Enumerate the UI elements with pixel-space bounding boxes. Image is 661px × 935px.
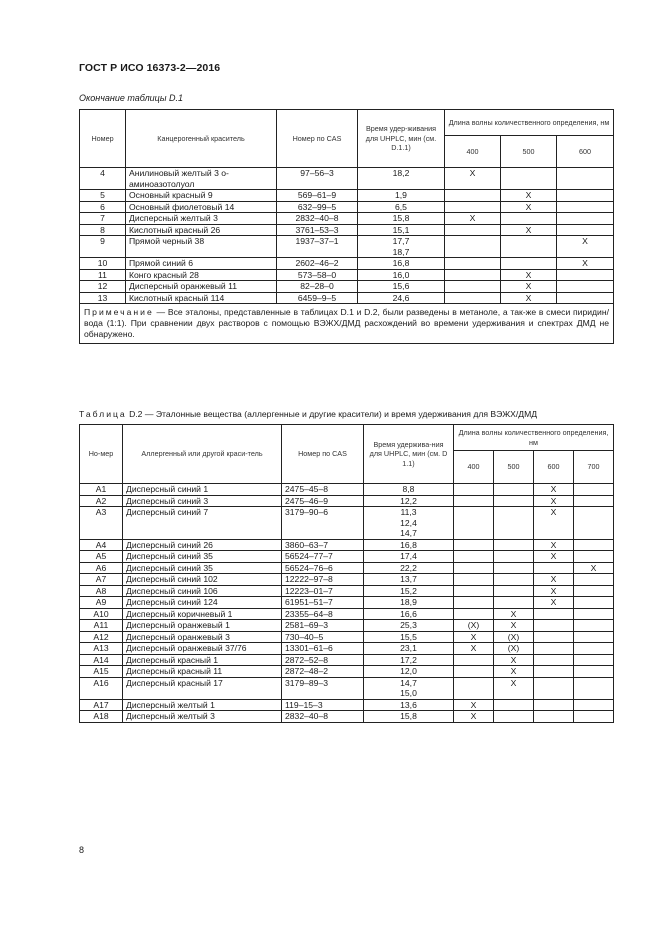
- cell-dye-name: Анилиновый желтый 3 о-аминоазотолуол: [126, 168, 277, 190]
- cell-400: [445, 292, 501, 304]
- cell-number: 4: [80, 168, 126, 190]
- cell-cas: 2872–52–8: [282, 654, 364, 666]
- cell-600: X: [534, 585, 574, 597]
- cell-600: X: [534, 495, 574, 507]
- cell-700: [574, 507, 614, 540]
- cell-500: X: [494, 677, 534, 699]
- cell-600: [534, 643, 574, 655]
- cell-dye-name: Дисперсный оранжевый 37/76: [123, 643, 282, 655]
- cell-500: X: [501, 201, 557, 213]
- table1-caption: Окончание таблицы D.1: [79, 93, 183, 103]
- table-row: [80, 562, 614, 574]
- cell-dye-name: Дисперсный красный 1: [123, 654, 282, 666]
- cell-500: X: [494, 608, 534, 620]
- cell-500: [494, 574, 534, 586]
- cell-400: [445, 258, 501, 270]
- cell-700: X: [574, 562, 614, 574]
- cell-500: X: [501, 292, 557, 304]
- table-row: [80, 224, 614, 236]
- cell-number: A4: [80, 539, 123, 551]
- col-header-wavelength: Длина волны количественного определения, нм: [454, 425, 614, 451]
- cell-600: X: [534, 574, 574, 586]
- cell-dye-name: Дисперсный синий 26: [123, 539, 282, 551]
- table-row: [80, 620, 614, 632]
- cell-retention-time: 11,3 12,4 14,7: [364, 507, 454, 540]
- cell-dye-name: Прямой синий 6: [126, 258, 277, 270]
- cell-500: X: [494, 666, 534, 678]
- cell-retention-time: 15,8: [364, 711, 454, 723]
- cell-cas: 2602–46–2: [277, 258, 358, 270]
- cell-dye-name: Кислотный красный 114: [126, 292, 277, 304]
- cell-400: [454, 551, 494, 563]
- cell-dye-name: Дисперсный синий 7: [123, 507, 282, 540]
- cell-400: X: [454, 711, 494, 723]
- cell-retention-time: 12,2: [364, 495, 454, 507]
- cell-retention-time: 18,9: [364, 597, 454, 609]
- cell-600: [557, 281, 614, 293]
- cell-600: X: [534, 539, 574, 551]
- cell-number: A6: [80, 562, 123, 574]
- cell-400: [454, 597, 494, 609]
- table-row: [80, 213, 614, 225]
- cell-retention-time: 15,1: [358, 224, 445, 236]
- cell-cas: 3179–90–6: [282, 507, 364, 540]
- cell-cas: 3761–53–3: [277, 224, 358, 236]
- cell-600: [534, 677, 574, 699]
- cell-500: [494, 699, 534, 711]
- cell-600: [534, 711, 574, 723]
- col-header-400: 400: [445, 136, 501, 168]
- cell-number: 13: [80, 292, 126, 304]
- col-header-600: 600: [534, 451, 574, 484]
- cell-500: X: [494, 654, 534, 666]
- cell-number: 6: [80, 201, 126, 213]
- cell-600: [534, 666, 574, 678]
- cell-number: A18: [80, 711, 123, 723]
- cell-700: [574, 620, 614, 632]
- cell-dye-name: Дисперсный синий 106: [123, 585, 282, 597]
- cell-cas: 23355–64–8: [282, 608, 364, 620]
- cell-500: [501, 168, 557, 190]
- cell-700: [574, 574, 614, 586]
- table-row: [80, 507, 614, 540]
- cell-cas: 97–56–3: [277, 168, 358, 190]
- document-header: ГОСТ Р ИСО 16373-2—2016: [79, 62, 221, 74]
- table-row: [80, 699, 614, 711]
- cell-400: [454, 585, 494, 597]
- table-row: [80, 608, 614, 620]
- cell-600: [557, 269, 614, 281]
- cell-cas: 56524–77–7: [282, 551, 364, 563]
- cell-retention-time: 8,8: [364, 484, 454, 496]
- table-row: [80, 711, 614, 723]
- cell-retention-time: 24,6: [358, 292, 445, 304]
- cell-600: [534, 631, 574, 643]
- cell-number: A11: [80, 620, 123, 632]
- cell-600: [534, 608, 574, 620]
- col-header-wavelength: Длина волны количественного определения, нм: [445, 110, 614, 136]
- cell-number: A3: [80, 507, 123, 540]
- cell-500: [494, 539, 534, 551]
- cell-400: [454, 507, 494, 540]
- cell-cas: 2475–45–8: [282, 484, 364, 496]
- cell-600: [534, 699, 574, 711]
- cell-600: [557, 190, 614, 202]
- col-header-retention-time: Время удержива-ния для UHPLC, мин (см. D 1.1): [364, 425, 454, 484]
- cell-cas: 2872–48–2: [282, 666, 364, 678]
- cell-400: X: [445, 213, 501, 225]
- cell-600: [557, 201, 614, 213]
- cell-retention-time: 16,8: [364, 539, 454, 551]
- cell-dye-name: Дисперсный синий 102: [123, 574, 282, 586]
- cell-700: [574, 597, 614, 609]
- cell-cas: 1937–37–1: [277, 236, 358, 258]
- cell-500: X: [501, 281, 557, 293]
- cell-dye-name: Дисперсный оранжевый 3: [123, 631, 282, 643]
- cell-700: [574, 484, 614, 496]
- cell-retention-time: 13,7: [364, 574, 454, 586]
- cell-cas: 2581–69–3: [282, 620, 364, 632]
- cell-700: [574, 643, 614, 655]
- cell-retention-time: 16,6: [364, 608, 454, 620]
- cell-number: A9: [80, 597, 123, 609]
- cell-400: X: [445, 168, 501, 190]
- cell-500: (X): [494, 643, 534, 655]
- cell-cas: 632–99–5: [277, 201, 358, 213]
- cell-number: 7: [80, 213, 126, 225]
- cell-600: [534, 620, 574, 632]
- col-header-500: 500: [494, 451, 534, 484]
- cell-dye-name: Основный красный 9: [126, 190, 277, 202]
- cell-number: A17: [80, 699, 123, 711]
- cell-400: X: [454, 699, 494, 711]
- cell-400: [445, 190, 501, 202]
- table-row: [80, 168, 614, 190]
- cell-cas: 2832–40–8: [282, 711, 364, 723]
- cell-retention-time: 15,5: [364, 631, 454, 643]
- cell-retention-time: 14,7 15,0: [364, 677, 454, 699]
- page-number: 8: [79, 845, 85, 855]
- cell-400: [445, 269, 501, 281]
- col-header-number: Номер: [80, 110, 126, 168]
- cell-dye-name: Дисперсный желтый 3: [126, 213, 277, 225]
- cell-retention-time: 16,8: [358, 258, 445, 270]
- cell-dye-name: Дисперсный коричневый 1: [123, 608, 282, 620]
- cell-400: [445, 281, 501, 293]
- cell-400: [454, 654, 494, 666]
- cell-500: X: [501, 269, 557, 281]
- cell-400: [445, 201, 501, 213]
- cell-400: [454, 574, 494, 586]
- cell-dye-name: Кислотный красный 26: [126, 224, 277, 236]
- cell-400: [454, 677, 494, 699]
- cell-dye-name: Дисперсный желтый 3: [123, 711, 282, 723]
- cell-500: [494, 507, 534, 540]
- cell-cas: 119–15–3: [282, 699, 364, 711]
- cell-500: (X): [494, 631, 534, 643]
- cell-cas: 3179–89–3: [282, 677, 364, 699]
- cell-dye-name: Дисперсный красный 17: [123, 677, 282, 699]
- cell-600: [534, 562, 574, 574]
- table-row: [80, 574, 614, 586]
- cell-retention-time: 6,5: [358, 201, 445, 213]
- cell-number: 9: [80, 236, 126, 258]
- cell-retention-time: 25,3: [364, 620, 454, 632]
- table-row: [80, 643, 614, 655]
- table-row: [80, 269, 614, 281]
- cell-dye-name: Дисперсный синий 1: [123, 484, 282, 496]
- cell-retention-time: 13,6: [364, 699, 454, 711]
- cell-600: X: [534, 507, 574, 540]
- cell-700: [574, 666, 614, 678]
- col-header-dye: Аллергенный или другой краси-тель: [123, 425, 282, 484]
- cell-dye-name: Дисперсный синий 35: [123, 562, 282, 574]
- cell-500: [501, 236, 557, 258]
- table-row: [80, 484, 614, 496]
- col-header-500: 500: [501, 136, 557, 168]
- cell-cas: 2832–40–8: [277, 213, 358, 225]
- cell-700: [574, 699, 614, 711]
- col-header-600: 600: [557, 136, 614, 168]
- cell-500: [501, 258, 557, 270]
- cell-cas: 12222–97–8: [282, 574, 364, 586]
- table-row: [80, 666, 614, 678]
- cell-600: X: [557, 258, 614, 270]
- col-header-400: 400: [454, 451, 494, 484]
- cell-cas: 12223–01–7: [282, 585, 364, 597]
- cell-number: 11: [80, 269, 126, 281]
- col-header-number: Но-мер: [80, 425, 123, 484]
- table-note: [80, 304, 614, 344]
- cell-number: A10: [80, 608, 123, 620]
- cell-600: X: [557, 236, 614, 258]
- cell-cas: 56524–76–6: [282, 562, 364, 574]
- cell-400: X: [454, 631, 494, 643]
- cell-400: [445, 236, 501, 258]
- cell-retention-time: 22,2: [364, 562, 454, 574]
- cell-500: [494, 597, 534, 609]
- cell-600: [557, 213, 614, 225]
- cell-cas: 13301–61–6: [282, 643, 364, 655]
- cell-number: A13: [80, 643, 123, 655]
- cell-600: X: [534, 551, 574, 563]
- cell-700: [574, 677, 614, 699]
- cell-500: [494, 551, 534, 563]
- cell-dye-name: Дисперсный синий 35: [123, 551, 282, 563]
- table2-caption-text: D.2 — Эталонные вещества (аллергенные и другие красители) и время удерживания для ВЭЖХ/ДМД: [126, 409, 538, 419]
- col-header-700: 700: [574, 451, 614, 484]
- cell-retention-time: 1,9: [358, 190, 445, 202]
- cell-retention-time: 16,0: [358, 269, 445, 281]
- cell-500: X: [501, 224, 557, 236]
- table-row: [80, 585, 614, 597]
- cell-400: [445, 224, 501, 236]
- cell-retention-time: 23,1: [364, 643, 454, 655]
- cell-700: [574, 495, 614, 507]
- col-header-dye: Канцерогенный краситель: [126, 110, 277, 168]
- cell-600: [557, 168, 614, 190]
- cell-dye-name: Дисперсный синий 124: [123, 597, 282, 609]
- cell-400: [454, 495, 494, 507]
- table-row: [80, 677, 614, 699]
- cell-number: 12: [80, 281, 126, 293]
- cell-cas: 82–28–0: [277, 281, 358, 293]
- note-text: — Все эталоны, представленные в таблицах D.1 и D.2, были разведены в метаноле, а так-же в смеси пиридин/вода (1:1). При сравнении двух растворов с помощью ВЭЖХ/ДМД расхождений во времени удерживания и спектрах ДМД не обнаружено.: [84, 307, 609, 339]
- cell-cas: 569–61–9: [277, 190, 358, 202]
- table-row: [80, 292, 614, 304]
- cell-500: [494, 711, 534, 723]
- cell-retention-time: 15,6: [358, 281, 445, 293]
- table-row: [80, 654, 614, 666]
- table2-caption-label: Таблица: [79, 409, 127, 419]
- cell-700: [574, 631, 614, 643]
- cell-number: A5: [80, 551, 123, 563]
- table-row: [80, 258, 614, 270]
- cell-retention-time: 15,8: [358, 213, 445, 225]
- cell-700: [574, 654, 614, 666]
- col-header-cas: Номер по CAS: [282, 425, 364, 484]
- cell-dye-name: Дисперсный синий 3: [123, 495, 282, 507]
- cell-cas: 2475–46–9: [282, 495, 364, 507]
- table-row: [80, 631, 614, 643]
- cell-number: A12: [80, 631, 123, 643]
- cell-700: [574, 585, 614, 597]
- col-header-cas: Номер по CAS: [277, 110, 358, 168]
- cell-600: [557, 224, 614, 236]
- table-row: [80, 236, 614, 258]
- cell-600: X: [534, 484, 574, 496]
- cell-number: 5: [80, 190, 126, 202]
- cell-retention-time: 17,4: [364, 551, 454, 563]
- cell-600: [557, 292, 614, 304]
- cell-number: A16: [80, 677, 123, 699]
- cell-dye-name: Дисперсный оранжевый 1: [123, 620, 282, 632]
- cell-500: [494, 585, 534, 597]
- cell-retention-time: 12,0: [364, 666, 454, 678]
- note-label: Примечание: [84, 307, 154, 317]
- cell-dye-name: Дисперсный желтый 1: [123, 699, 282, 711]
- cell-500: X: [501, 190, 557, 202]
- cell-400: [454, 484, 494, 496]
- cell-cas: 730–40–5: [282, 631, 364, 643]
- cell-500: X: [494, 620, 534, 632]
- cell-700: [574, 608, 614, 620]
- table-row: [80, 190, 614, 202]
- cell-dye-name: Основный фиолетовый 14: [126, 201, 277, 213]
- table-d2: [79, 424, 614, 723]
- cell-dye-name: Прямой черный 38: [126, 236, 277, 258]
- cell-dye-name: Дисперсный красный 11: [123, 666, 282, 678]
- cell-retention-time: 15,2: [364, 585, 454, 597]
- cell-700: [574, 551, 614, 563]
- cell-500: [501, 213, 557, 225]
- table-row: [80, 597, 614, 609]
- table-row: [80, 495, 614, 507]
- table-row: [80, 201, 614, 213]
- cell-600: [534, 654, 574, 666]
- cell-number: A8: [80, 585, 123, 597]
- table-row: [80, 539, 614, 551]
- cell-number: A2: [80, 495, 123, 507]
- cell-number: 10: [80, 258, 126, 270]
- cell-500: [494, 484, 534, 496]
- cell-cas: 573–58–0: [277, 269, 358, 281]
- cell-cas: 3860–63–7: [282, 539, 364, 551]
- cell-dye-name: Конго красный 28: [126, 269, 277, 281]
- cell-number: A15: [80, 666, 123, 678]
- cell-number: A1: [80, 484, 123, 496]
- table2-caption: [79, 409, 537, 419]
- table-row: [80, 281, 614, 293]
- cell-retention-time: 18,2: [358, 168, 445, 190]
- cell-400: [454, 539, 494, 551]
- cell-700: [574, 711, 614, 723]
- cell-number: 8: [80, 224, 126, 236]
- cell-cas: 6459–9–5: [277, 292, 358, 304]
- cell-400: [454, 608, 494, 620]
- cell-400: [454, 666, 494, 678]
- cell-700: [574, 539, 614, 551]
- cell-500: [494, 495, 534, 507]
- table-row: [80, 551, 614, 563]
- cell-400: X: [454, 643, 494, 655]
- cell-number: A14: [80, 654, 123, 666]
- cell-500: [494, 562, 534, 574]
- col-header-retention-time: Время удер-живания для UHPLC, мин (см. D.1.1): [358, 110, 445, 168]
- cell-400: (X): [454, 620, 494, 632]
- cell-600: X: [534, 597, 574, 609]
- table-d1-end: [79, 109, 614, 344]
- cell-retention-time: 17,7 18,7: [358, 236, 445, 258]
- cell-retention-time: 17,2: [364, 654, 454, 666]
- cell-number: A7: [80, 574, 123, 586]
- cell-400: [454, 562, 494, 574]
- cell-dye-name: Дисперсный оранжевый 11: [126, 281, 277, 293]
- cell-cas: 61951–51–7: [282, 597, 364, 609]
